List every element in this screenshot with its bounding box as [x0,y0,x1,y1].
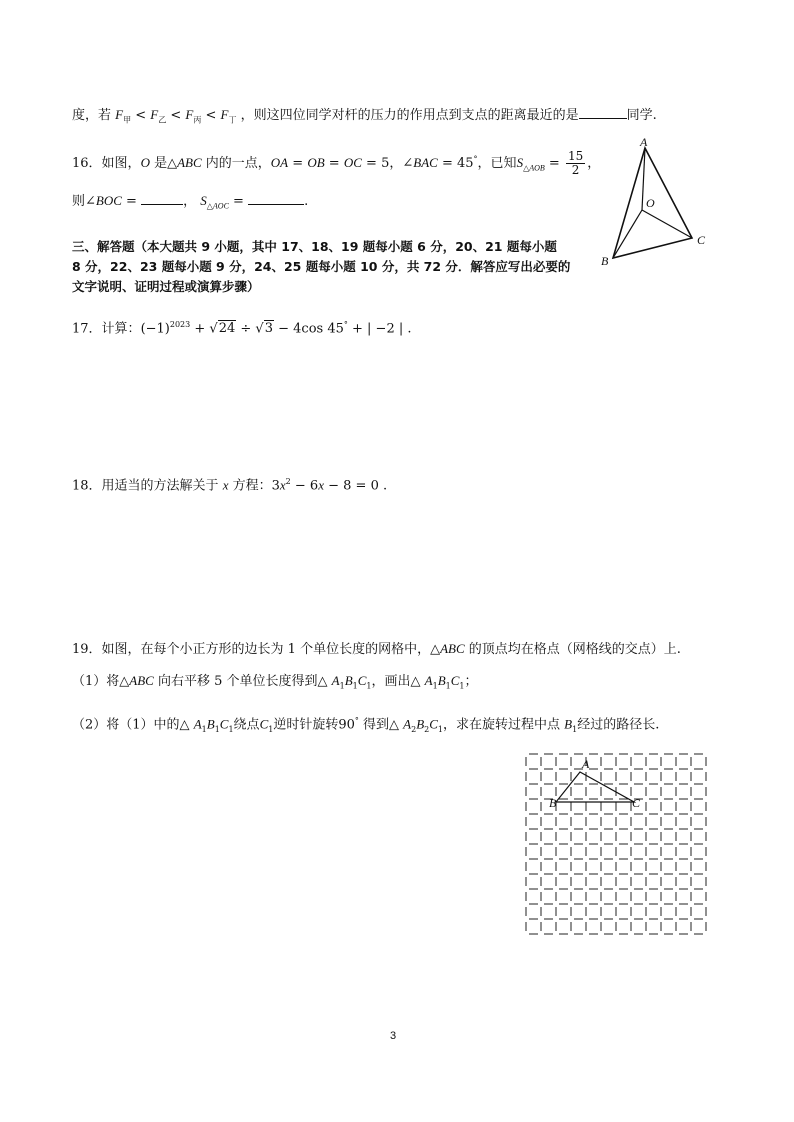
var-abc: ABC [129,673,154,688]
lt-sign: < [166,108,186,123]
var-oa: OA [270,155,289,170]
sub-yi: 乙 [158,115,167,125]
lt-sign: < [201,108,221,123]
q16-text: 则 [72,194,86,209]
coef-3: 3 [271,478,280,494]
var-x: x [222,477,229,493]
sub-bing: 丙 [193,115,202,125]
q19-text: 绕点 [233,717,260,733]
q19-text: 得到△ [358,717,404,733]
section-heading-line3: 文字说明、证明过程或演算步骤） [72,279,260,294]
q16-text: 内的一点， [201,156,271,171]
var-f: F [115,107,124,122]
q16-text: 如图， [101,156,141,171]
label-o: O [646,196,655,210]
q15-prefix: 度，若 [72,108,112,123]
q19-text: 的顶点均在格点（网格线的交点）上. [464,642,681,657]
q16-line2 [72,192,308,216]
var-o: O [140,155,150,170]
var-f: F [185,107,194,122]
q19-text: 经过的路径长. [577,717,660,733]
var-f: F [150,107,159,122]
q16-line1 [72,150,600,178]
grid-lines [526,754,706,934]
angle-symbol: ∠ [402,156,414,171]
var-ob: OB [307,155,325,170]
q15-tail-line [72,106,657,130]
section-heading-line1: 三、解答题（本大题共 9 小题，其中 17、18、19 题每小题 6 分，20、21 题每小题 [72,239,557,254]
answer-blank[interactable] [579,106,627,119]
degree-symbol: ° [343,320,348,329]
sub-aob: △AOB [523,163,545,173]
q15-suffix: 同学. [626,108,657,123]
var-boc: BOC [95,193,122,208]
eq-sign: = [324,156,344,171]
term-8: − 8 = 0 . [323,478,388,494]
section-heading-line2: 8 分，22、23 题每小题 9 分，24、25 题每小题 10 分，共 72 分．解答应写出必要的 [72,259,571,274]
period: . [304,194,309,209]
q17-label: 计算： [101,321,141,337]
fraction-15-2 [566,150,585,177]
var-abc: ABC [177,155,202,170]
q17-line: 17．计算：$(-1)^{2023} + √24 \div √3 - 4\cos$ 45° + | −2 | . [72,320,412,337]
q18-text: 方程： [228,478,272,494]
q17-exponent: 2023 [169,320,191,329]
value-5: 5 [381,156,390,171]
q18-line: 18．用适当的方法解关于 x 方程：$3x^2 - 6x - 8 = 0$ . [72,477,388,494]
degree-symbol: ° [354,716,359,725]
label-b: B [601,254,609,268]
plus-sign: + [190,321,210,337]
q19-part2: （2）将（1）中的△ $A_1B_1C_1$绕点$C_1$逆时针旋转90° 得到△ $A_2B_2C_1$，求在旋转过程中点 $B_1$经过的路径长. [72,716,660,734]
grid-triangle-abc [556,772,634,802]
q18-number: 18． [72,478,102,494]
lt-sign: < [131,108,151,123]
eq-sign: = [544,156,564,171]
q19-text: （2）将（1）中的△ [72,717,194,733]
q17-abs-term: + | −2 | . [347,321,412,337]
q19-text: （1）将△ [72,674,130,689]
comma: ， [587,156,601,171]
q15-text: ，则这四位同学对杆的压力的作用点到支点的距离最近的是 [240,108,579,123]
sub-ding: 丁 [228,115,237,125]
q17-base: (−1) [140,321,170,337]
var-x: x [318,477,324,493]
frac-denominator: 2 [571,163,580,177]
q19-part1: （1）将△ABC 向右平移 5 个单位长度得到△ $A_1B_1C_1$，画出△ $A_1B_1C_1$； [72,673,478,691]
grid-label-c: C [632,796,641,810]
q16-text: ，已知 [477,156,517,171]
q19-text: ，画出△ [371,674,425,689]
var-bac: BAC [413,155,438,170]
label-c: C [697,233,706,247]
comma: ， [389,156,403,171]
q19-text: ，求在旋转过程中点 [443,717,565,733]
value-90: 90 [338,717,355,733]
segment-ob [613,210,642,258]
answer-blank-area[interactable] [248,192,304,205]
var-oc: OC [343,155,362,170]
var-s: S [200,193,207,208]
eq-sign: = [437,156,457,171]
degree-symbol: ° [473,154,478,164]
label-a: A [640,135,648,149]
q17-cos-term: − 4cos 45 [274,321,344,337]
eq-sign: = [228,194,249,209]
div-sign: ÷ [236,321,256,337]
q16-number: 16． [72,156,102,171]
grid-label-a: A [582,757,590,771]
var-abc: ABC [440,641,465,656]
answer-blank-angle[interactable] [141,192,183,205]
triangle-figure [595,134,720,274]
grid-label-b: B [549,796,557,810]
sub-aoc: △AOC [206,201,229,211]
var-x: x [279,477,286,493]
sub-jia: 甲 [123,115,132,125]
var-f: F [220,107,229,122]
q18-text: 用适当的方法解关于 [101,478,223,494]
eq-sign: = [361,156,382,171]
sqrt-24: 24 [218,321,236,337]
value-45: 45 [457,156,474,171]
sqrt-3: 3 [264,321,273,337]
q16-text: 是△ [149,156,178,171]
q19-line1 [72,640,681,659]
frac-numerator: 15 [567,149,584,163]
eq-sign: = [121,194,142,209]
q19-text: 19．如图，在每个小正方形的边长为 1 个单位长度的网格中，△ [72,642,441,657]
term-6: − 6 [290,478,319,494]
eq-sign: = [288,156,308,171]
q19-text: 逆时针旋转 [273,717,339,733]
angle-symbol: ∠ [85,194,96,209]
q19-text: 向右平移 5 个单位长度得到△ [153,674,332,689]
comma: ， [183,194,197,209]
page-number: 3 [390,1030,397,1042]
q17-number: 17． [72,321,102,337]
q19-text: ； [464,674,478,689]
var-s: S [516,155,524,170]
grid-figure [522,748,722,942]
